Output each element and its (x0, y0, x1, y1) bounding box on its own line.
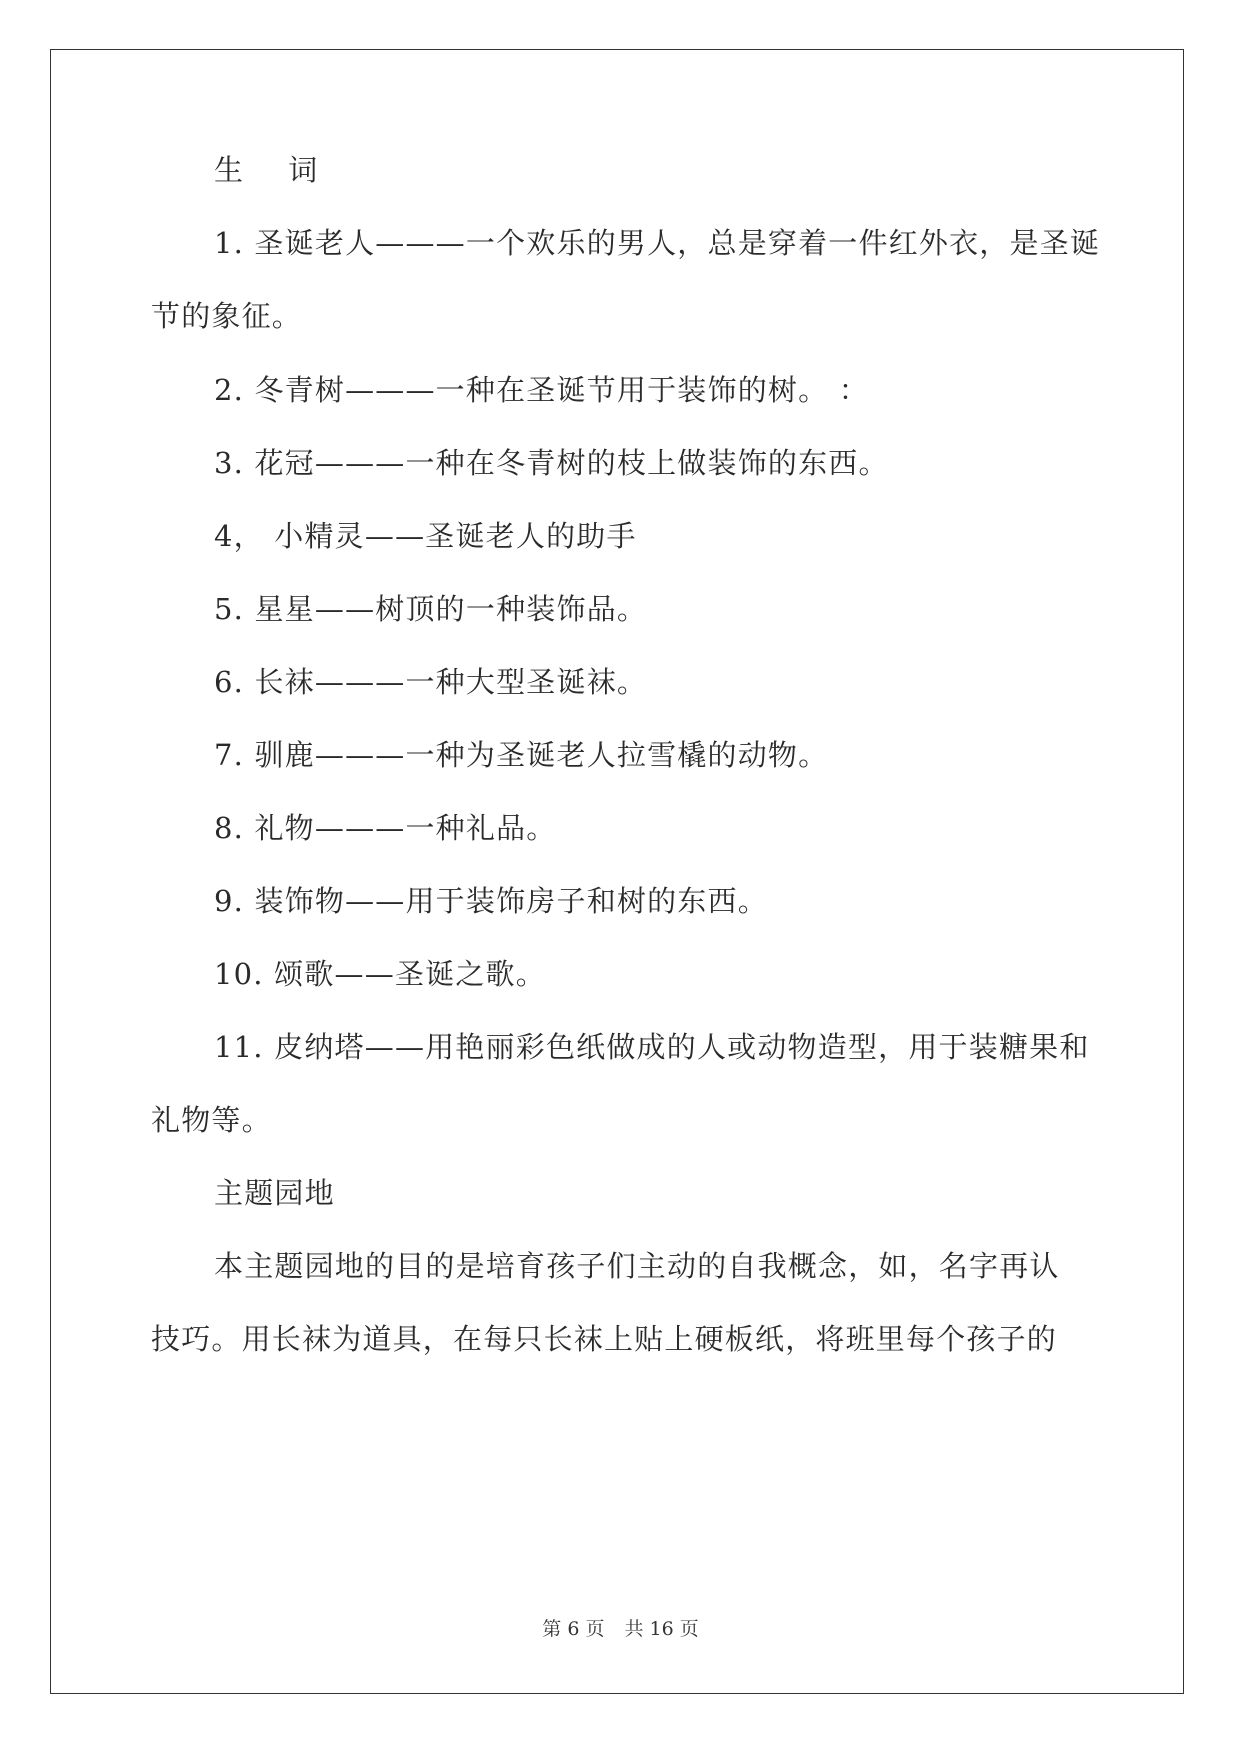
vocab-item-11: 11. 皮纳塔——用艳丽彩色纸做成的人或动物造型，用于装糖果和 (214, 1030, 1090, 1064)
page-footer (0, 1617, 1241, 1641)
current-page-number: 第 6 页 (542, 1618, 605, 1640)
paragraph-line-2: 技巧。用长袜为道具，在每只长袜上贴上硬板纸，将班里每个孩子的 (151, 1322, 1058, 1356)
total-pages: 共 16 页 (624, 1618, 699, 1640)
heading-theme-corner: 主题园地 (214, 1176, 335, 1210)
vocab-item-3: 3. 花冠———一种在冬青树的枝上做装饰的东西。 (214, 446, 889, 480)
page-border (50, 49, 1184, 1694)
vocab-item-1: 1. 圣诞老人———一个欢乐的男人，总是穿着一件红外衣，是圣诞 (214, 226, 1101, 260)
vocab-item-11-continued: 礼物等。 (151, 1103, 272, 1137)
vocab-item-8: 8. 礼物———一种礼品。 (214, 811, 557, 845)
heading-vocabulary: 生 词 (214, 153, 336, 187)
vocab-item-6: 6. 长袜———一种大型圣诞袜。 (214, 665, 648, 699)
vocab-item-4: 4， 小精灵——圣诞老人的助手 (214, 519, 637, 553)
vocab-item-1-continued: 节的象征。 (151, 299, 303, 333)
vocab-item-10: 10. 颂歌——圣诞之歌。 (214, 957, 546, 991)
vocab-item-5: 5. 星星——树顶的一种装饰品。 (214, 592, 648, 626)
vocab-item-2: 2. 冬青树———一种在圣诞节用于装饰的树。 ： (214, 373, 869, 407)
vocab-item-9: 9. 装饰物——用于装饰房子和树的东西。 (214, 884, 768, 918)
paragraph-line-1: 本主题园地的目的是培育孩子们主动的自我概念，如，名字再认 (214, 1249, 1060, 1283)
vocab-item-7: 7. 驯鹿———一种为圣诞老人拉雪橇的动物。 (214, 738, 829, 772)
